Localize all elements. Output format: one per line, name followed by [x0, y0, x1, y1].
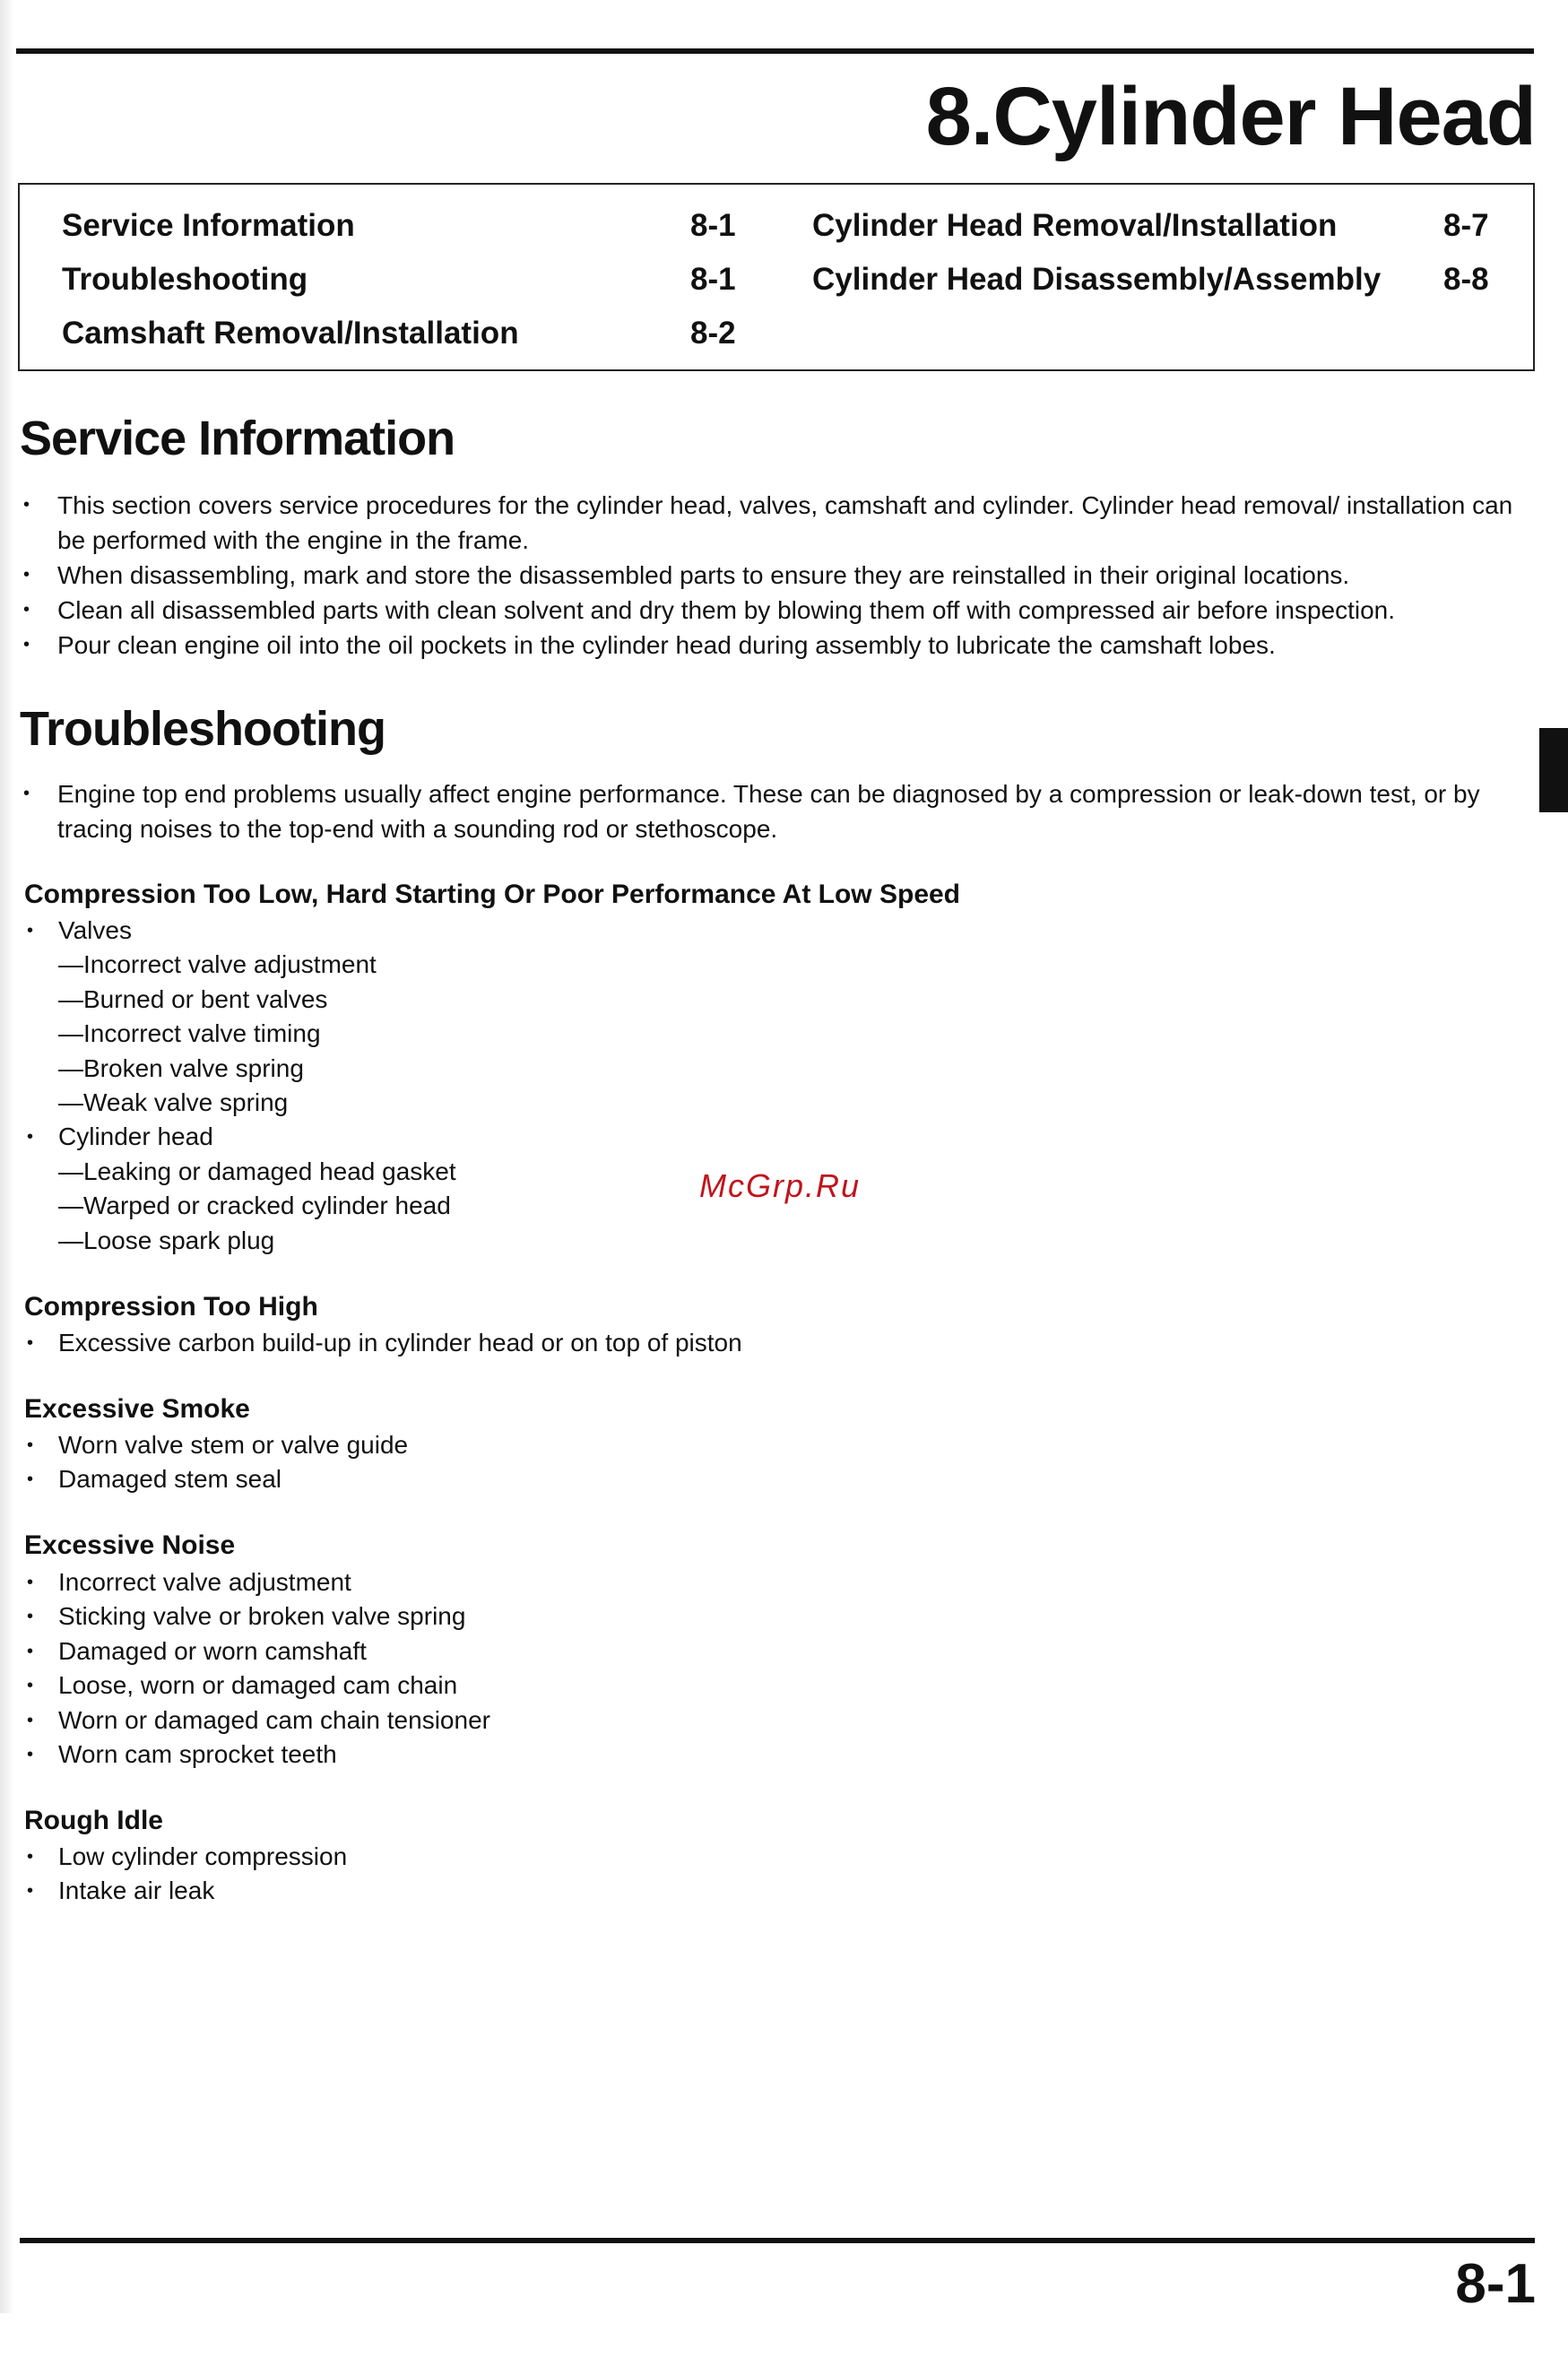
table-of-contents: [18, 183, 1535, 371]
list-item: • Worn valve stem or valve guide: [24, 1428, 408, 1462]
high-compression-title: Compression Too High: [24, 1292, 318, 1322]
list-item: • Damaged stem seal: [24, 1462, 408, 1496]
list-item: • This section covers service procedures for the cylinder head, valves, camshaft and cylinder. Cylinder head removal/ installation can be performed with the engine in the frame.: [20, 488, 1544, 558]
list-item: • Low cylinder compression: [24, 1840, 347, 1874]
chapter-side-tab: [1539, 728, 1568, 812]
page-edge-shadow: [0, 0, 14, 2313]
toc-item-head-disassembly[interactable]: Cylinder Head Disassembly/Assembly: [812, 262, 1382, 297]
noise-title: Excessive Noise: [24, 1530, 236, 1560]
list-item: —Burned or bent valves: [58, 984, 328, 1013]
list-item: —Broken valve spring: [58, 1053, 304, 1082]
watermark: McGrp.Ru: [699, 1167, 862, 1204]
list-item: • Valves: [24, 914, 456, 948]
service-information-list: [20, 488, 1544, 663]
toc-page-head-disassembly: 8-8: [1443, 262, 1489, 297]
list-item: —Loose spark plug: [58, 1226, 275, 1254]
list-item: • Clean all disassembled parts with clean solvent and dry them by blowing them off with compressed air before inspection.: [20, 593, 1544, 628]
list-item: —Leaking or damaged head gasket: [58, 1157, 456, 1185]
list-item: • Excessive carbon build-up in cylinder head or on top of piston: [24, 1326, 742, 1360]
list-item: • Sticking valve or broken valve spring: [24, 1599, 490, 1634]
toc-page-troubleshooting: 8-1: [690, 262, 736, 297]
list-item: —Warped or cracked cylinder head: [58, 1192, 451, 1220]
toc-page-camshaft: 8-2: [690, 316, 736, 351]
list-item: —Incorrect valve timing: [58, 1019, 321, 1048]
chapter-title: 8.Cylinder Head: [925, 71, 1536, 162]
toc-page-service-information: 8-1: [690, 208, 736, 243]
low-compression-list: [24, 914, 456, 1258]
rough-idle-title: Rough Idle: [24, 1806, 163, 1835]
list-item: • Loose, worn or damaged cam chain: [24, 1669, 490, 1703]
low-compression-title: Compression Too Low, Hard Starting Or Poor Performance At Low Speed: [24, 880, 961, 909]
toc-item-service-information[interactable]: Service Information: [62, 208, 355, 243]
page-number: 8-1: [1455, 2253, 1536, 2315]
list-item: • Engine top end problems usually affect engine performance. These can be diagnosed by a compression or leak-down test, or by tracing noises to the top-end with a sounding rod or stethoscope.: [20, 776, 1544, 846]
list-item: —Incorrect valve adjustment: [58, 950, 377, 979]
list-item: • Intake air leak: [24, 1874, 347, 1908]
toc-item-troubleshooting[interactable]: Troubleshooting: [62, 262, 308, 297]
toc-page-head-removal: 8-7: [1443, 208, 1489, 243]
list-item: • Pour clean engine oil into the oil pockets in the cylinder head during assembly to lubricate the camshaft lobes.: [20, 628, 1544, 663]
bottom-rule: [20, 2238, 1535, 2243]
troubleshooting-intro: [20, 776, 1544, 846]
rough-idle-list: [24, 1840, 347, 1909]
list-item: • Incorrect valve adjustment: [24, 1565, 490, 1599]
service-information-heading: Service Information: [20, 412, 455, 465]
smoke-list: [24, 1428, 408, 1497]
list-item: • Worn or damaged cam chain tensioner: [24, 1703, 490, 1738]
noise-list: [24, 1565, 490, 1772]
toc-item-camshaft[interactable]: Camshaft Removal/Installation: [62, 316, 519, 351]
smoke-title: Excessive Smoke: [24, 1394, 250, 1424]
list-item: • Worn cam sprocket teeth: [24, 1738, 490, 1772]
troubleshooting-heading: Troubleshooting: [20, 702, 386, 756]
list-item: • Cylinder head: [24, 1120, 456, 1154]
top-rule: [16, 48, 1534, 54]
toc-item-head-removal[interactable]: Cylinder Head Removal/Installation: [812, 208, 1338, 243]
list-item: • Damaged or worn camshaft: [24, 1634, 490, 1669]
list-item: —Weak valve spring: [58, 1088, 289, 1117]
list-item: • When disassembling, mark and store the disassembled parts to ensure they are reinstalled in their original locations.: [20, 558, 1544, 593]
high-compression-list: [24, 1326, 742, 1360]
